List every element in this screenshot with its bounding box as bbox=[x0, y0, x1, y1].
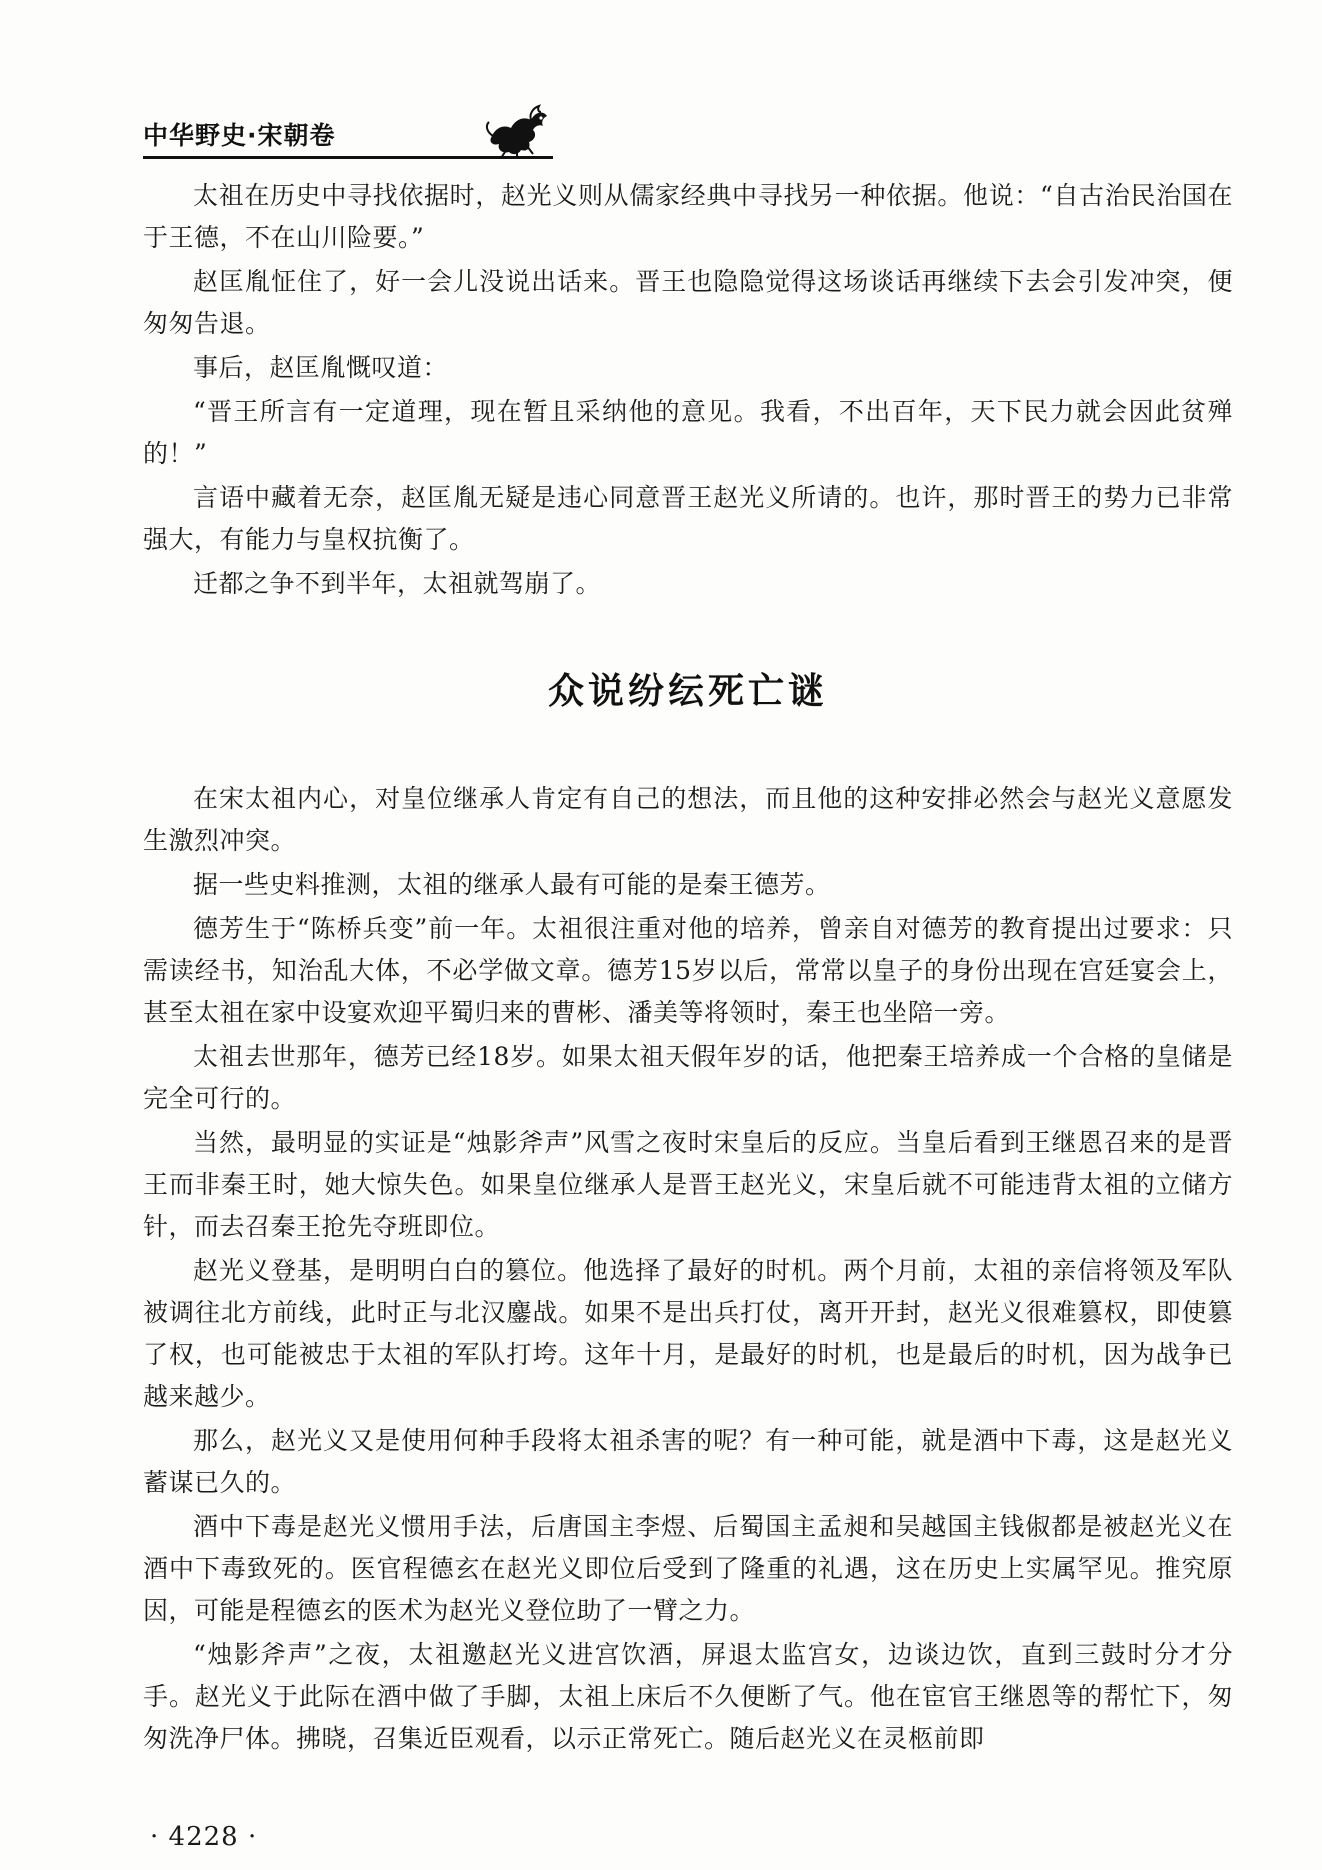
paragraph: 当然，最明显的实证是“烛影斧声”风雪之夜时宋皇后的反应。当皇后看到王继恩召来的是晋王而非秦王时，她大惊失色。如果皇位继承人是晋王赵光义，宋皇后就不可能违背太祖的立储方针，而去召秦王抢先夺班即位。 bbox=[143, 1128, 1233, 1241]
paragraph: “烛影斧声”之夜，太祖邀赵光义进宫饮酒，屏退太监宫女，边谈边饮，直到三鼓时分才分手。赵光义于此际在酒中做了手脚，太祖上床后不久便断了气。他在宦官王继恩等的帮忙下，匆匆洗净尸体。拂晓，召集近臣观看，以示正常死亡。随后赵光义在灵柩前即 bbox=[143, 1640, 1233, 1753]
header-rule bbox=[143, 156, 553, 159]
paragraph: 那么，赵光义又是使用何种手段将太祖杀害的呢？有一种可能，就是酒中下毒，这是赵光义蓄谋已久的。 bbox=[143, 1426, 1233, 1497]
paragraph: 太祖在历史中寻找依据时，赵光义则从儒家经典中寻找另一种依据。他说：“自古治民治国在于王德，不在山川险要。” bbox=[143, 181, 1233, 252]
paragraph: 德芳生于“陈桥兵变”前一年。太祖很注重对他的培养，曾亲自对德芳的教育提出过要求：只需读经书，知治乱大体，不必学做文章。德芳15岁以后，常常以皇子的身份出现在宫廷宴会上，甚至太祖在家中设宴欢迎平蜀归来的曹彬、潘美等将领时，秦王也坐陪一旁。 bbox=[143, 914, 1233, 1027]
paragraph: 赵光义登基，是明明白白的篡位。他选择了最好的时机。两个月前，太祖的亲信将领及军队被调往北方前线，此时正与北汉鏖战。如果不是出兵打仗，离开开封，赵光义很难篡权，即使篡了权，也可能被忠于太祖的军队打垮。这年十月，是最好的时机，也是最后的时机，因为战争已越来越少。 bbox=[143, 1256, 1233, 1411]
paragraph: 据一些史料推测，太祖的继承人最有可能的是秦王德芳。 bbox=[193, 870, 831, 899]
paragraph: 事后，赵匡胤慨叹道： bbox=[193, 353, 449, 382]
page-body bbox=[143, 175, 1233, 1762]
paragraph: 迁都之争不到半年，太祖就驾崩了。 bbox=[193, 569, 602, 598]
page-number: · 4228 · bbox=[150, 1822, 258, 1852]
paragraph: 酒中下毒是赵光义惯用手法，后唐国主李煜、后蜀国主孟昶和吴越国主钱俶都是被赵光义在酒中下毒致死的。医官程德玄在赵光义即位后受到了隆重的礼遇，这在历史上实属罕见。推究原因，可能是程德玄的医术为赵光义登位助了一臂之力。 bbox=[143, 1512, 1233, 1625]
paragraph: 言语中藏着无奈，赵匡胤无疑是违心同意晋王赵光义所请的。也许，那时晋王的势力已非常强大，有能力与皇权抗衡了。 bbox=[143, 483, 1233, 554]
paragraph: “晋王所言有一定道理，现在暂且采纳他的意见。我看，不出百年，天下民力就会因此贫殚的！” bbox=[143, 397, 1233, 468]
paragraph: 太祖去世那年，德芳已经18岁。如果太祖天假年岁的话，他把秦王培养成一个合格的皇储是完全可行的。 bbox=[143, 1042, 1233, 1113]
book-title: 中华野史·宋朝卷 bbox=[143, 121, 336, 150]
section-title: 众说纷纭死亡谜 bbox=[547, 671, 828, 712]
running-header bbox=[143, 108, 1243, 168]
paragraph: 赵匡胤怔住了，好一会儿没说出话来。晋王也隐隐觉得这场谈话再继续下去会引发冲突，便匆匆告退。 bbox=[143, 267, 1233, 338]
dragon-icon bbox=[483, 98, 553, 158]
paragraph: 在宋太祖内心，对皇位继承人肯定有自己的想法，而且他的这种安排必然会与赵光义意愿发生激烈冲突。 bbox=[143, 784, 1233, 855]
